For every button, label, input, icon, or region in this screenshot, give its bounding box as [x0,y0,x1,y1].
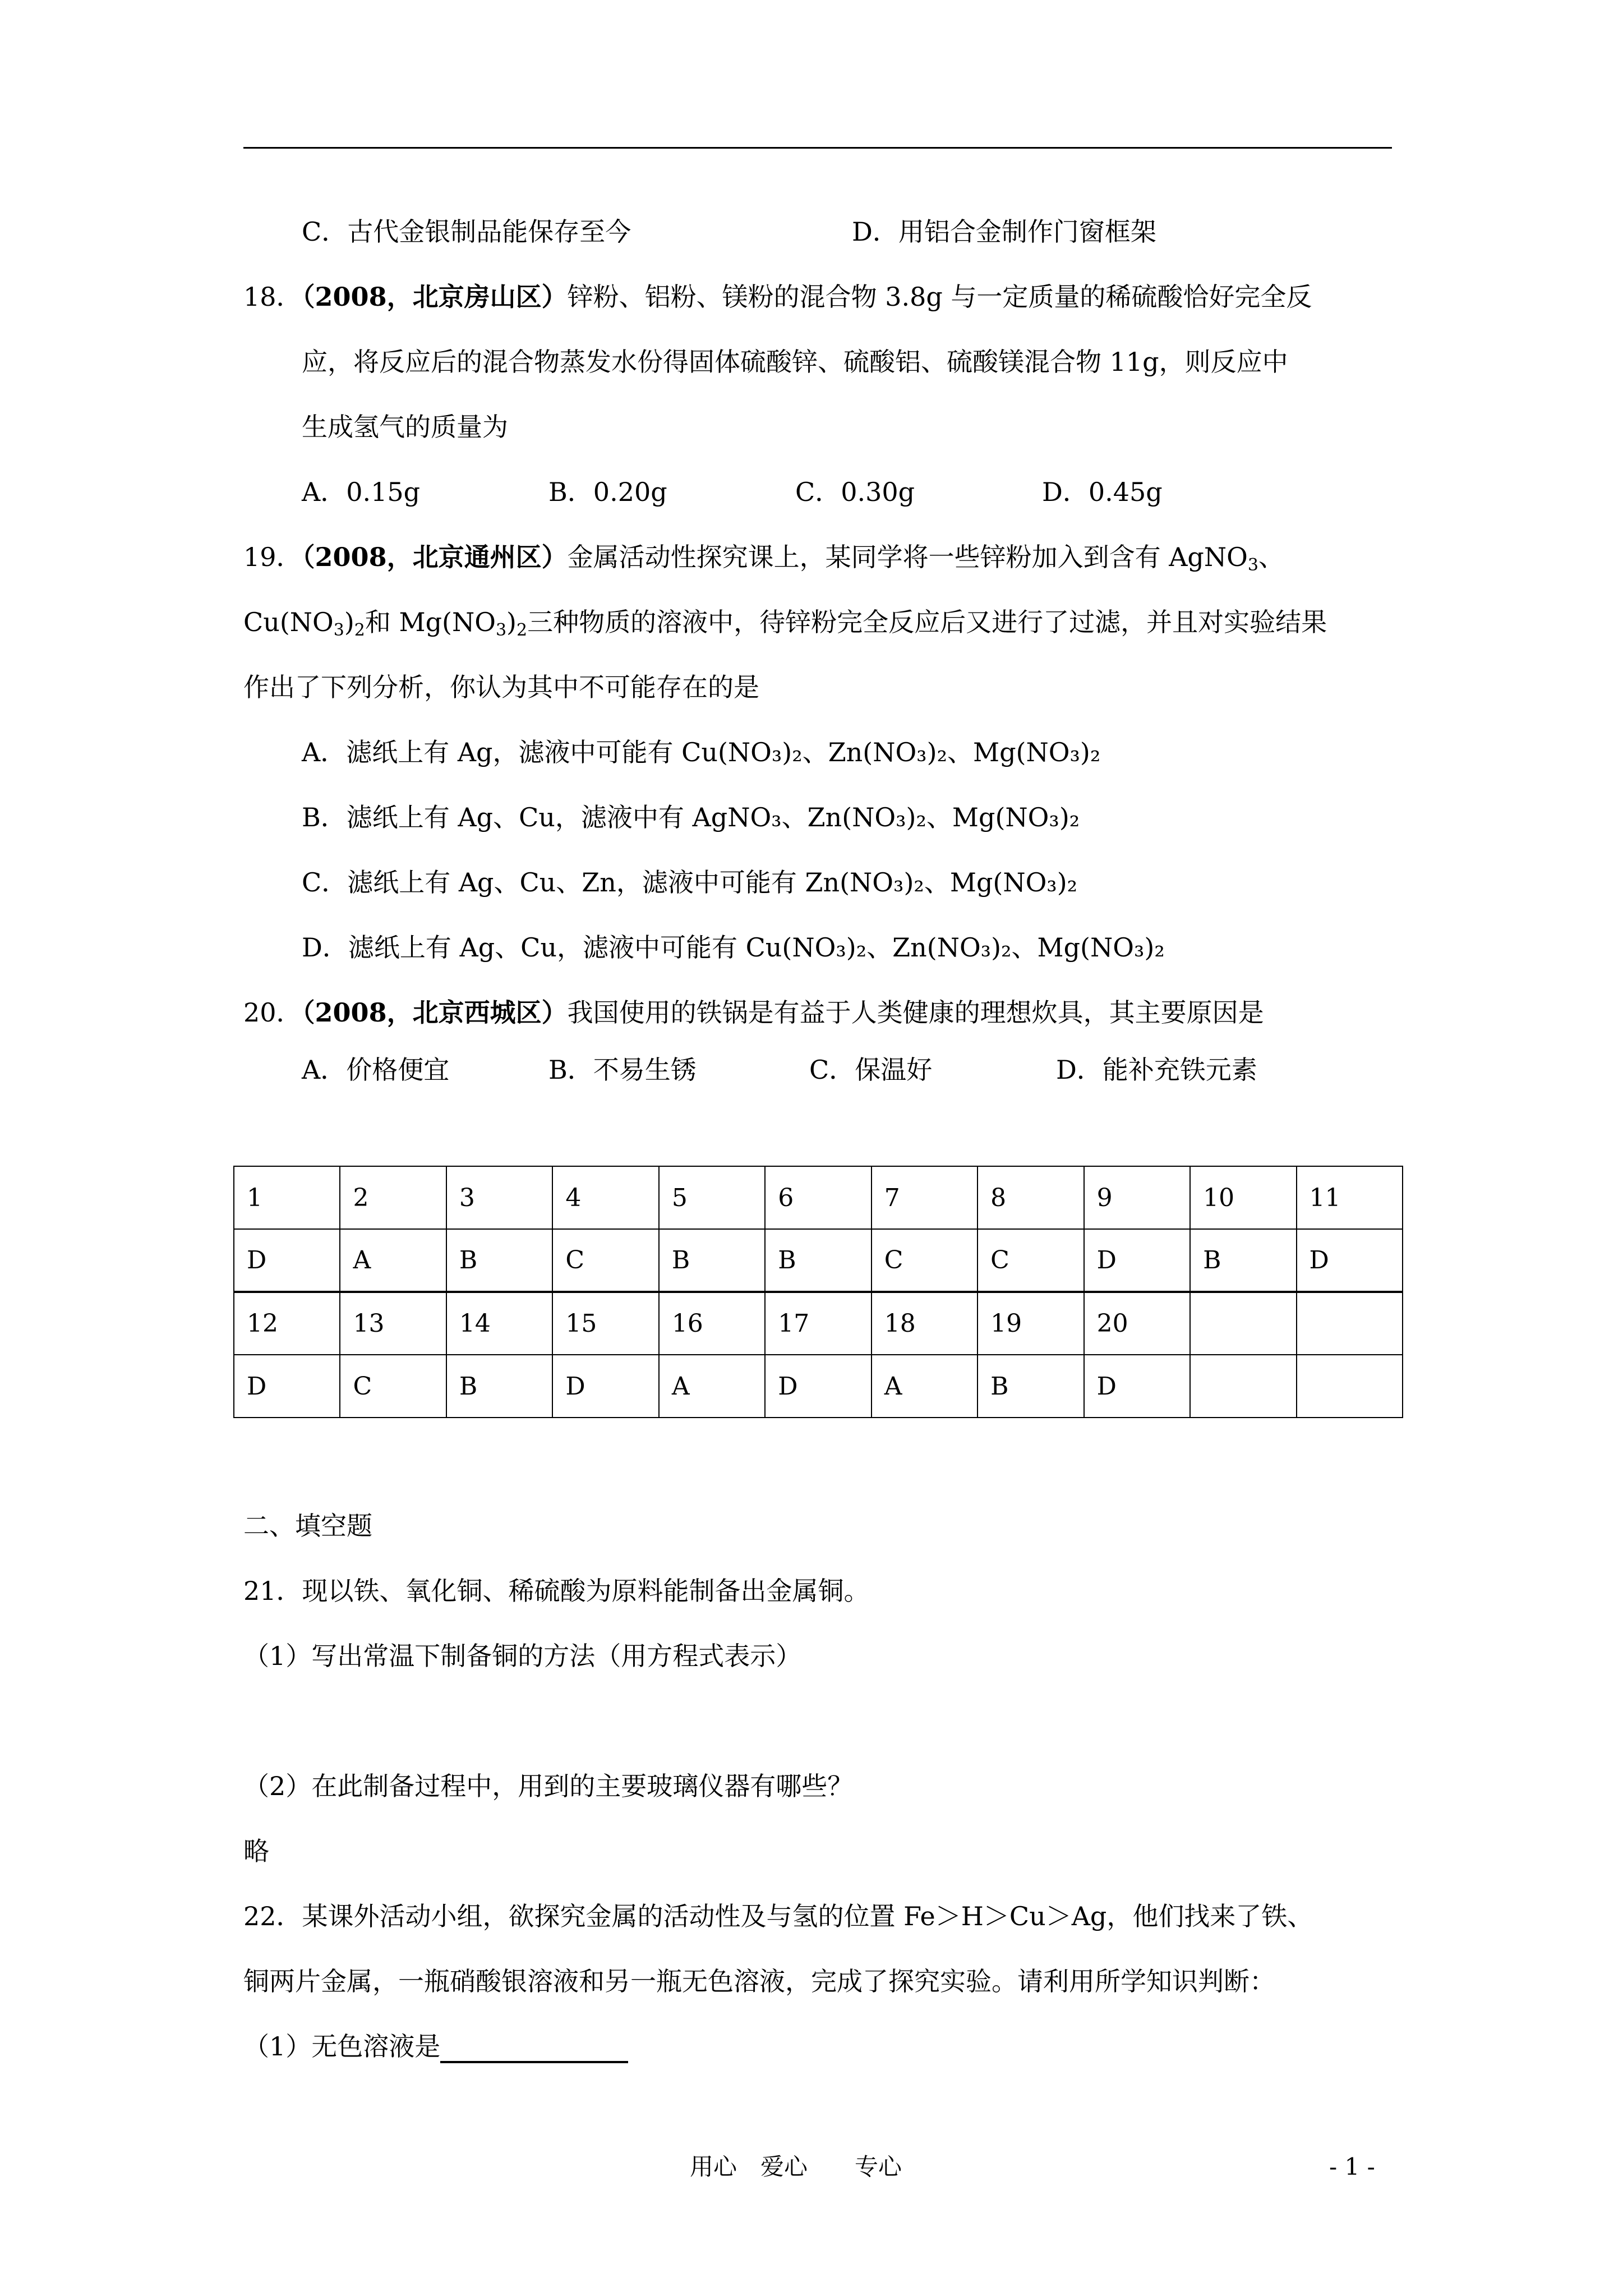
answer-table-row [234,1355,1403,1418]
q19-text-1: 金属活动性探究课上，某同学将一些锌粉加入到含有 AgNO [567,542,1248,572]
footer-motto: 用心 爱心 专心 [690,2153,902,2180]
question-number-cell [1190,1292,1296,1355]
answer-cell: D [765,1355,871,1418]
question-number-cell: 10 [1190,1166,1296,1229]
answer-table-row [234,1292,1403,1355]
q18-number: 18． [243,282,302,312]
q19-line1 [243,540,1284,574]
question-number-cell: 5 [659,1166,765,1229]
answer-cell: D [552,1355,658,1418]
q22-part1 [243,2030,628,2063]
q19-formula-part: Cu(NO [243,607,334,637]
answer-table-row [234,1166,1403,1229]
q17-option-d: D．用铝合金制作门窗框架 [852,217,1156,247]
question-number-cell: 12 [234,1292,340,1355]
question-number-cell: 16 [659,1292,765,1355]
q19-option-d: D．滤纸上有 Ag、Cu，滤液中可能有 Cu(NO₃)₂、Zn(NO₃)₂、Mg(NO₃)₂ [302,932,1165,963]
q21-part1: （1）写出常温下制备铜的方法（用方程式表示） [243,1641,802,1671]
q21-part2: （2）在此制备过程中，用到的主要玻璃仪器有哪些？ [243,1771,854,1801]
q19-text-2: 三种物质的溶液中，待锌粉完全反应后又进行了过滤，并且对实验结果 [527,607,1327,637]
q19-punct: 、 [1258,542,1284,572]
q20-number: 20． [243,997,302,1028]
q22-part1-label: （1）无色溶液是 [243,2031,441,2062]
answer-cell: C [872,1229,978,1292]
q19-formula-part: ) [506,607,517,637]
question-number-cell: 13 [340,1292,446,1355]
q18-source: （2008，北京房山区） [302,282,568,312]
question-number-cell: 8 [978,1166,1083,1229]
question-number-cell: 15 [552,1292,658,1355]
answer-cell [1297,1355,1403,1418]
q22-line2: 铜两片金属，一瓶硝酸银溶液和另一瓶无色溶液，完成了探究实验。请利用所学知识判断： [243,1966,1275,1996]
answer-cell: C [340,1355,446,1418]
q19-subscript: 3 [495,620,507,640]
answer-cell: C [978,1229,1083,1292]
q20-source: （2008，北京西城区） [302,997,568,1028]
q19-subscript: 2 [354,620,365,640]
q18-line3: 生成氢气的质量为 [302,412,508,442]
question-number-cell: 14 [446,1292,552,1355]
q20-text: 我国使用的铁锅是有益于人类健康的理想炊具，其主要原因是 [567,997,1264,1028]
question-number-cell: 1 [234,1166,340,1229]
q19-subscript: 3 [333,620,344,640]
q18-option-d: D．0.45g [1042,477,1163,507]
q20-option-c: C．保温好 [809,1055,933,1085]
answer-cell: D [234,1229,340,1292]
answer-cell: A [659,1355,765,1418]
answer-table-row [234,1229,1403,1292]
q20-option-a: A．价格便宜 [302,1055,450,1085]
answer-blank[interactable] [440,2034,628,2063]
question-number-cell: 18 [872,1292,978,1355]
q20-option-b: B．不易生锈 [548,1055,697,1085]
answer-cell: D [1084,1355,1190,1418]
q19-source: （2008，北京通州区） [302,542,568,572]
q18-line2: 应，将反应后的混合物蒸发水份得固体硫酸锌、硫酸铝、硫酸镁混合物 11g，则反应中 [302,347,1288,377]
question-number-cell: 20 [1084,1292,1190,1355]
q18-option-b: B．0.20g [548,477,667,507]
q19-option-b: B．滤纸上有 Ag、Cu，滤液中有 AgNO₃、Zn(NO₃)₂、Mg(NO₃)₂ [302,802,1080,832]
q19-option-a: A．滤纸上有 Ag，滤液中可能有 Cu(NO₃)₂、Zn(NO₃)₂、Mg(NO₃)₂ [302,737,1101,767]
q20-line1 [243,996,1264,1029]
page-number: - 1 - [1329,2153,1375,2180]
answer-table [233,1166,1403,1418]
q19-subscript: 2 [517,620,528,640]
q19-option-c: C．滤纸上有 Ag、Cu、Zn，滤液中可能有 Zn(NO₃)₂、Mg(NO₃)₂ [302,867,1078,898]
q21-stem: 21．现以铁、氧化铜、稀硫酸为原料能制备出金属铜。 [243,1576,870,1606]
q18-option-c: C．0.30g [795,477,915,507]
q17-option-c: C．古代金银制品能保存至今 [302,217,631,247]
answer-cell: B [765,1229,871,1292]
answer-cell: A [872,1355,978,1418]
question-number-cell: 11 [1297,1166,1403,1229]
section2-title: 二、填空题 [243,1511,372,1541]
answer-cell: B [659,1229,765,1292]
answer-cell [1190,1355,1296,1418]
q19-line3: 作出了下列分析，你认为其中不可能存在的是 [243,672,759,702]
q19-line2 [243,605,1327,639]
question-number-cell: 17 [765,1292,871,1355]
q19-subscript: 3 [1247,555,1258,575]
q21-answer: 略 [243,1836,269,1866]
answer-cell: D [234,1355,340,1418]
answer-cell: B [446,1229,552,1292]
question-number-cell: 9 [1084,1166,1190,1229]
q18-option-a: A．0.15g [302,477,421,507]
q22-line1: 22．某课外活动小组，欲探究金属的活动性及与氢的位置 Fe＞H＞Cu＞Ag，他们找来了铁、 [243,1901,1313,1931]
question-number-cell: 6 [765,1166,871,1229]
q20-option-d: D．能补充铁元素 [1056,1055,1257,1085]
q18-line1 [243,280,1312,314]
question-number-cell: 4 [552,1166,658,1229]
question-number-cell: 7 [872,1166,978,1229]
question-number-cell [1297,1292,1403,1355]
q18-text-1: 锌粉、铝粉、镁粉的混合物 3.8g 与一定质量的稀硫酸恰好完全反 [567,282,1312,312]
answer-cell: D [1084,1229,1190,1292]
q19-number: 19． [243,542,302,572]
answer-cell: D [1297,1229,1403,1292]
question-number-cell: 19 [978,1292,1083,1355]
header-rule [243,147,1392,149]
question-number-cell: 3 [446,1166,552,1229]
q19-formula-part: 和 Mg(NO [365,607,496,637]
answer-cell: B [446,1355,552,1418]
question-number-cell: 2 [340,1166,446,1229]
answer-cell: C [552,1229,658,1292]
q19-formula-part: ) [344,607,354,637]
answer-cell: B [978,1355,1083,1418]
answer-cell: A [340,1229,446,1292]
answer-cell: B [1190,1229,1296,1292]
